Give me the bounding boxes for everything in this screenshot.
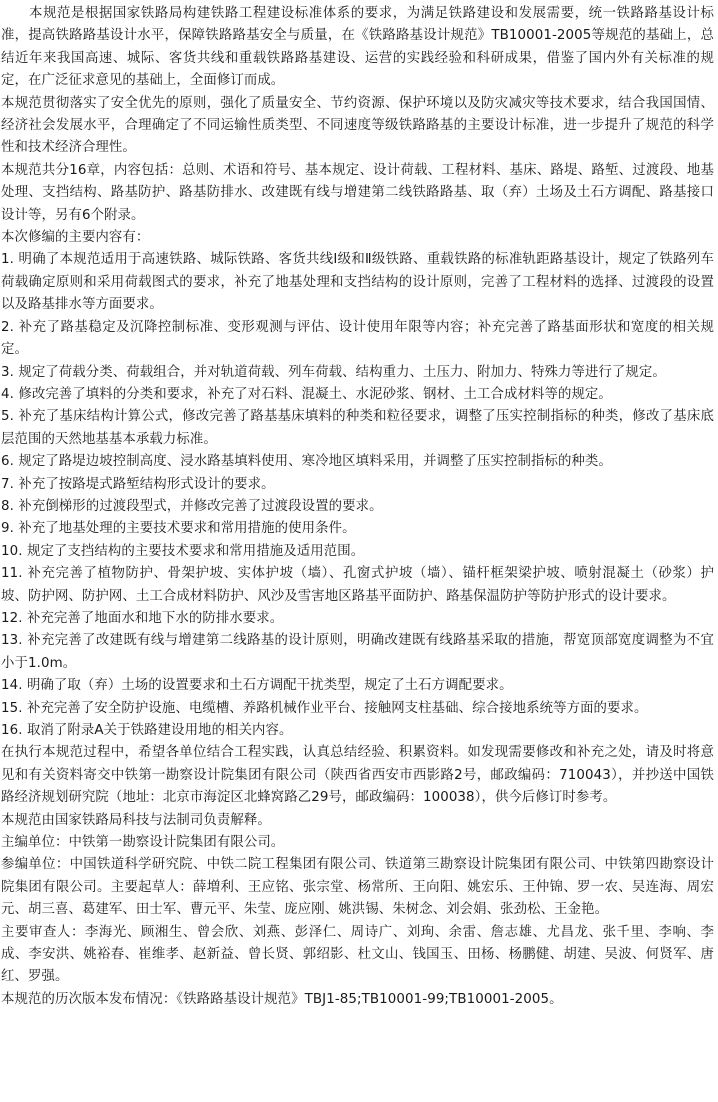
paragraph-intro: 本规范是根据国家铁路局构建铁路工程建设标准体系的要求，为满足铁路建设和发展需要，统一铁路路基设计标准，提高铁路路基设计水平，保障铁路路基安全与质量，在《铁路路基设计规范》TB10001-2005等规范的基础上，总结近年来我国高速、城际、客货共线和重载铁路路基建设、运营的实践经验和科研成果，借鉴了国内外有关标准的规定，在广泛征求意见的基础上，全面修订而成。 [1, 6, 714, 89]
list-item-15: 15. 补充完善了安全防护设施、电缆槽、养路机械作业平台、接触网支柱基础、综合接地系统等方面的要求。 [1, 700, 648, 716]
list-item-14: 14. 明确了取（弃）土场的设置要求和土石方调配干扰类型，规定了土石方调配要求。 [1, 678, 513, 694]
list-item-16: 16. 取消了附录A关于铁路建设用地的相关内容。 [1, 723, 293, 738]
paragraph-version-history: 本规范的历次版本发布情况：《铁路路基设计规范》TBJ1-85;TB10001-99;TB10001-2005。 [1, 991, 563, 1007]
list-item-8: 8. 补充倒梯形的过渡段型式，并修改完善了过渡段设置的要求。 [1, 498, 383, 514]
list-item-5: 5. 补充了基床结构计算公式，修改完善了路基基床填料的种类和粒径要求，调整了压实控制指标的种类，修改了基床底层范围的天然地基基本承载力标准。 [1, 409, 714, 447]
paragraph-revision-heading: 本次修编的主要内容有： [1, 230, 150, 246]
list-item-12: 12. 补充完善了地面水和地下水的防排水要求。 [1, 610, 284, 626]
list-item-3: 3. 规定了荷载分类、荷载组合，并对轨道荷载、列车荷载、结构重力、土压力、附加力、特殊力等进行了规定。 [1, 364, 666, 380]
paragraph-interpretation: 本规范由国家铁路局科技与法制司负责解释。 [1, 812, 271, 828]
list-item-9: 9. 补充了地基处理的主要技术要求和常用措施的使用条件。 [1, 521, 356, 537]
paragraph-principles: 本规范贯彻落实了安全优先的原则，强化了质量安全、节约资源、保护环境以及防灾减灾等技术要求，结合我国国情、经济社会发展水平，合理确定了不同运输性质类型、不同速度等级铁路路基的主要设计标准，进一步提升了规范的科学性和技术经济合理性。 [1, 95, 714, 156]
list-item-7: 7. 补充了按路堤式路堑结构形式设计的要求。 [1, 476, 275, 492]
list-item-11: 11. 补充完善了植物防护、骨架护坡、实体护坡（墙）、孔窗式护坡（墙）、锚杆框架梁护坡、喷射混凝土（砂浆）护坡、防护网、防护网、土工合成材料防护、风沙及雪害地区路基平面防护、路基保温防护等防护形式的设计要求。 [1, 566, 714, 604]
list-item-2: 2. 补充了路基稳定及沉降控制标准、变形观测与评估、设计使用年限等内容；补充完善了路基面形状和宽度的相关规定。 [1, 319, 714, 358]
list-item-13: 13. 补充完善了改建既有线与增建第二线路基的设计原则，明确改建既有线路基采取的措施，帮宽顶部宽度调整为不宜小于1.0m。 [1, 633, 714, 671]
paragraph-chief-editor: 主编单位：中铁第一勘察设计院集团有限公司。 [1, 835, 285, 851]
paragraph-chapters: 本规范共分16章，内容包括：总则、术语和符号、基本规定、设计荷载、工程材料、基床、路堤、路堑、过渡段、地基处理、支挡结构、路基防护、路基防排水、改建既有线与增建第二线铁路路基、取（弃）土场及土石方调配、路基接口设计等，另有6个附录。 [1, 162, 714, 223]
list-item-10: 10. 规定了支挡结构的主要技术要求和常用措施及适用范围。 [1, 543, 365, 559]
paragraph-reviewers: 主要审查人：李海光、顾湘生、曾会欣、刘燕、彭泽仁、周诗广、刘珣、余雷、詹志雄、尤昌龙、张千里、李响、李成、李安洪、姚裕春、崔维孝、赵新益、曾长贤、郭绍影、杜文山、钱国玉、田杨、杨鹏健、胡建、吴波、何贤军、唐红、罗强。 [1, 924, 714, 985]
list-item-6: 6. 规定了路堤边坡控制高度、浸水路基填料使用、寒冷地区填料采用，并调整了压实控制指标的种类。 [1, 454, 612, 470]
paragraph-participants-drafters: 参编单位：中国铁道科学研究院、中铁二院工程集团有限公司、铁道第三勘察设计院集团有限公司、中铁第四勘察设计院集团有限公司。主要起草人：薛増利、王应铭、张宗堂、杨常所、王向阳、姚宏乐、王仲锦、罗一农、吴连海、周宏元、胡三喜、葛建军、田士军、曹元平、朱莹、庞应刚、姚洪锡、朱树念、刘会娟、张劲松、王金艳。 [1, 857, 714, 918]
list-item-1: 1. 明确了本规范适用于高速铁路、城际铁路、客货共线Ⅰ级和Ⅱ级铁路、重载铁路的标准轨距路基设计，规定了铁路列车荷载确定原则和采用荷载图式的要求，补充了地基处理和支挡结构的设计原则，完善了工程材料的选择、过渡段的设置以及路基排水等方面要求。 [1, 252, 714, 313]
paragraph-feedback: 在执行本规范过程中，希望各单位结合工程实践，认真总结经验、积累资料。如发现需要修改和补充之处，请及时将意见和有关资料寄交中铁第一勘察设计院集团有限公司（陕西省西安市西影路2号，邮政编码：710043），并抄送中国铁路经济规划研究院（地址：北京市海淀区北蜂窝路乙29号，邮政编码：100038），供今后修订时参考。 [1, 745, 714, 806]
list-item-4: 4. 修改完善了填料的分类和要求，补充了对石料、混凝土、水泥砂浆、钢材、土工合成材料等的规定。 [1, 386, 612, 402]
